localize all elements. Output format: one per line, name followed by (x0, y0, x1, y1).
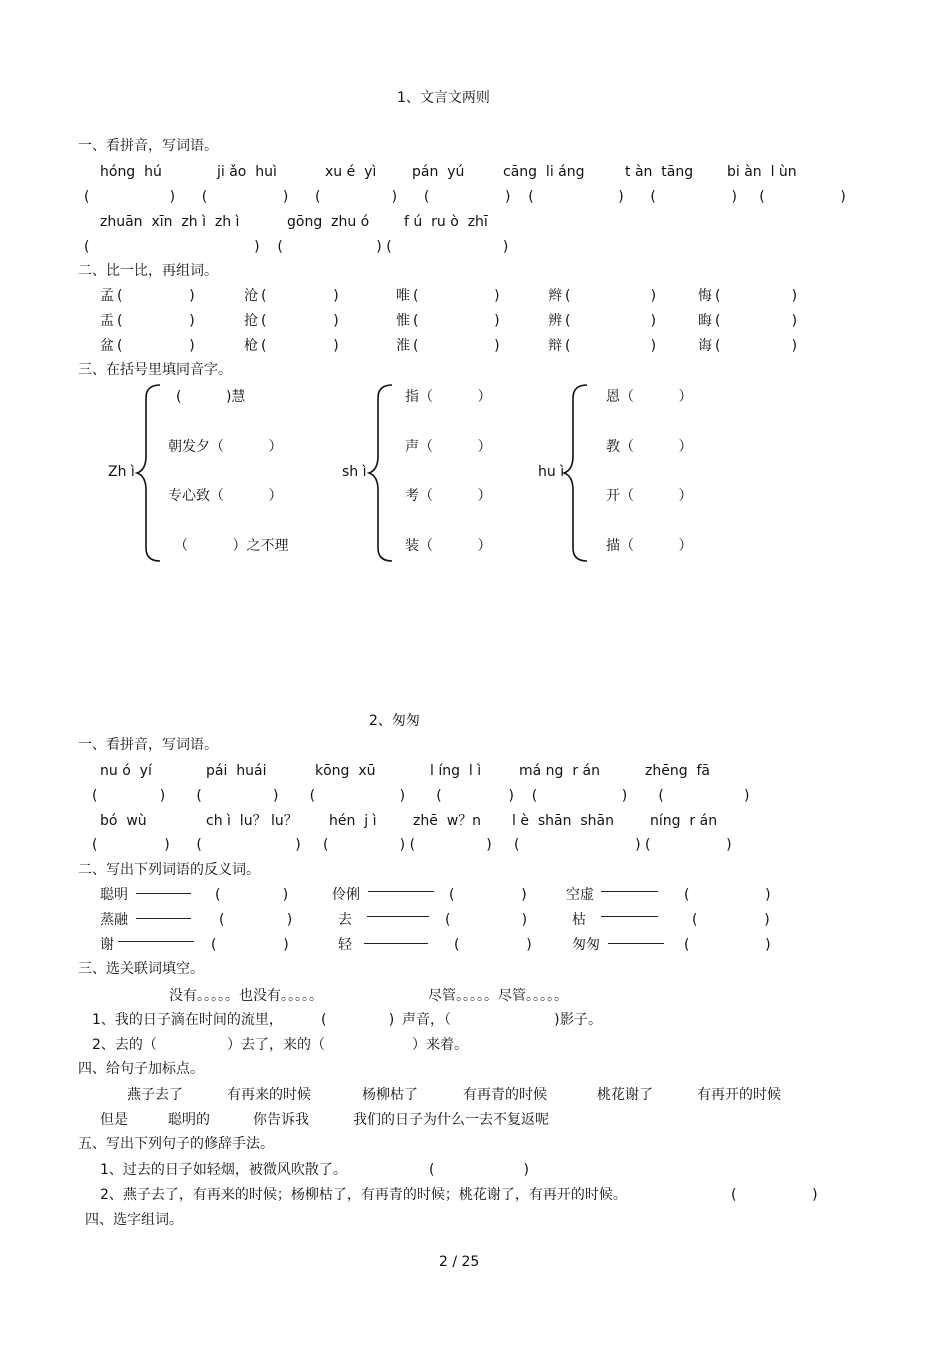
word: 空虚 (566, 887, 594, 903)
group-pinyin: sh ì (342, 464, 367, 480)
answer-blank[interactable]: ( ) (117, 313, 195, 329)
pinyin: ch ì lu？ lu？ (206, 813, 298, 829)
pinyin: zhēng fā (645, 763, 711, 779)
answer-blank[interactable]: ( ) (117, 288, 195, 304)
sentence-part: 2、去的（ (92, 1037, 157, 1053)
answer-blank[interactable]: ( ) (117, 338, 195, 354)
conjunction-option: 尽管。。。。。尽管。。。。。 (428, 988, 568, 1004)
char: 沧 (244, 288, 258, 304)
answer-blank[interactable]: ( ) (261, 338, 339, 354)
answer-line (368, 891, 434, 892)
answer-blank[interactable]: ( ) (454, 937, 532, 953)
answer-blank[interactable]: ( ) (565, 288, 657, 304)
char: 辨 (548, 313, 562, 329)
s2-q6-heading: 四、选字组词。 (85, 1212, 183, 1228)
answer-blank[interactable]: ( ) (211, 937, 289, 953)
char: 盆 (100, 338, 114, 354)
answer-blank[interactable]: ( ) (731, 1187, 818, 1203)
pinyin: gōng zhu ó (287, 214, 370, 230)
phrase: 但是 (100, 1112, 128, 1128)
char: 枪 (244, 338, 258, 354)
phrase: 你告诉我 (253, 1112, 309, 1128)
answer-line (364, 943, 428, 944)
curly-brace-icon (134, 382, 164, 564)
word: 枯 (572, 912, 586, 928)
answer-line (118, 941, 194, 942)
phrase: 杨柳枯了 (362, 1087, 418, 1103)
answer-blank[interactable]: ( ) (715, 288, 798, 304)
answer-blanks[interactable]: ( ) ( ) ( ) ( ) ( ) ( ) (92, 788, 750, 804)
char: 晦 (698, 313, 712, 329)
phrase: 我们的日子为什么一去不复返呢 (353, 1112, 549, 1128)
answer-blank[interactable]: ( ) (692, 912, 770, 928)
group-item[interactable]: 朝发夕（ ） (168, 439, 283, 455)
pinyin: hóng hú (100, 164, 162, 180)
word: 蒸融 (100, 912, 128, 928)
s1-q3-heading: 三、在括号里填同音字。 (78, 362, 232, 378)
word: 去 (338, 912, 352, 928)
pinyin: pái huái (206, 763, 267, 779)
char: 孟 (100, 288, 114, 304)
pinyin: ji ǎo huì (217, 164, 277, 180)
section-2-title: 2、匆匆 (369, 713, 420, 729)
group-item[interactable]: 指（ ） (405, 389, 492, 405)
answer-blank[interactable]: ( ) (215, 887, 289, 903)
group-item[interactable]: 教（ ） (606, 439, 693, 455)
answer-blank[interactable]: ( ) (413, 313, 500, 329)
answer-blank[interactable]: ( ) (715, 313, 798, 329)
group-item[interactable]: 开（ ） (606, 488, 693, 504)
answer-blanks[interactable]: ( ) ( ) ( ) ( ) ( ) ( ) (92, 837, 732, 853)
pinyin: f ú ru ò zhī (404, 214, 488, 230)
answer-blank[interactable]: ( ) (445, 912, 528, 928)
word: 轻 (338, 937, 352, 953)
pinyin: zhuān xīn zh ì zh ì (100, 214, 240, 230)
word: 伶俐 (332, 887, 360, 903)
char: 诲 (698, 338, 712, 354)
group-item[interactable]: ( )慧 (176, 389, 246, 405)
group-pinyin: Zh ì (108, 464, 135, 480)
pinyin: kōng xū (315, 763, 376, 779)
pinyin: zhē w？n (413, 813, 482, 829)
char: 抢 (244, 313, 258, 329)
pinyin: pán yú (412, 164, 465, 180)
sentence-part: 影子。 (560, 1012, 602, 1028)
pinyin: l è shān shān (512, 813, 614, 829)
char: 辩 (548, 338, 562, 354)
group-item[interactable]: 专心致（ ） (168, 488, 283, 504)
answer-blank[interactable]: ( ) (219, 912, 293, 928)
sentence-part: ）去了，来的（ (227, 1037, 325, 1053)
section-1-title: 1、文言文两则 (397, 90, 490, 106)
char: 惟 (396, 313, 410, 329)
answer-blank[interactable]: ( ) (449, 887, 527, 903)
phrase: 燕子去了 (127, 1087, 183, 1103)
answer-line (608, 943, 664, 944)
phrase: 有再开的时候 (697, 1087, 781, 1103)
group-pinyin: hu ì (538, 464, 565, 480)
group-item[interactable]: 声（ ） (405, 439, 492, 455)
pinyin: hén j ì (329, 813, 377, 829)
group-item[interactable]: 考（ ） (405, 488, 492, 504)
answer-blank[interactable]: ( ) (565, 338, 657, 354)
phrase: 有再青的时候 (463, 1087, 547, 1103)
pinyin: t àn tāng (625, 164, 694, 180)
page-number: 2 / 25 (439, 1254, 480, 1270)
char: 唯 (396, 288, 410, 304)
answer-blank[interactable]: ( ) (715, 338, 798, 354)
answer-blank[interactable]: ( ) (429, 1162, 529, 1178)
s1-q1-heading: 一、看拼音，写词语。 (78, 138, 218, 154)
word: 聪明 (100, 887, 128, 903)
answer-blank[interactable]: ( ) (261, 288, 339, 304)
s2-q3-heading: 三、选关联词填空。 (78, 961, 204, 977)
char: 淮 (396, 338, 410, 354)
sentence-part: ）来着。 (412, 1037, 468, 1053)
pinyin: má ng r án (519, 763, 600, 779)
answer-line (136, 918, 191, 919)
sentence-part: 1、我的日子滴在时间的流里， (92, 1012, 283, 1028)
pinyin: nu ó yí (100, 763, 152, 779)
pinyin: l íng l ì (430, 763, 482, 779)
pinyin: níng r án (650, 813, 718, 829)
phrase: 桃花谢了 (597, 1087, 653, 1103)
conjunction-option: 没有。。。。。也没有。。。。。 (169, 988, 323, 1004)
s2-q2-heading: 二、写出下列词语的反义词。 (78, 862, 260, 878)
answer-blank[interactable]: ( ) (321, 1012, 395, 1028)
char: 辫 (548, 288, 562, 304)
word: 匆匆 (572, 937, 600, 953)
char: 盂 (100, 313, 114, 329)
answer-blank[interactable]: ( ) (684, 937, 771, 953)
s2-q5-heading: 五、写出下列句子的修辞手法。 (78, 1136, 274, 1152)
phrase: 聪明的 (168, 1112, 210, 1128)
rhetoric-sentence: 2、燕子去了，有再来的时候；杨柳枯了，有再青的时候；桃花谢了，有再开的时候。 (100, 1187, 627, 1203)
s2-q1-heading: 一、看拼音，写词语。 (78, 737, 218, 753)
s1-q2-heading: 二、比一比，再组词。 (78, 263, 218, 279)
answer-blank[interactable]: ( ) (261, 313, 339, 329)
sentence-part: 声音，（ (402, 1012, 451, 1028)
answer-blank[interactable]: ( ) (565, 313, 657, 329)
answer-line (601, 891, 658, 892)
pinyin: bi àn l ùn (727, 164, 797, 180)
pinyin: cāng li áng (503, 164, 585, 180)
answer-line (136, 893, 191, 894)
group-item[interactable]: 恩（ ） (606, 389, 693, 405)
answer-blanks[interactable]: ( ) ( ) ( ) ( ) ( ) ( ) ( ) (84, 189, 846, 205)
curly-brace-icon (366, 382, 396, 564)
group-item[interactable]: 装（ ） (405, 538, 492, 554)
pinyin: xu é yì (325, 164, 377, 180)
answer-blank[interactable]: ) (474, 1012, 560, 1028)
rhetoric-sentence: 1、过去的日子如轻烟，被微风吹散了。 (100, 1162, 347, 1178)
answer-blanks[interactable]: ( ) ( ) ( ) (84, 239, 509, 255)
pinyin: bó wù (100, 813, 147, 829)
curly-brace-icon (561, 382, 591, 564)
group-item[interactable]: （ ）之不理 (174, 538, 289, 554)
answer-blank[interactable]: ( ) (684, 887, 771, 903)
answer-blank[interactable]: ( ) (413, 338, 500, 354)
word: 谢 (100, 937, 114, 953)
char: 悔 (698, 288, 712, 304)
answer-line (367, 916, 429, 917)
phrase: 有再来的时候 (227, 1087, 311, 1103)
group-item[interactable]: 描（ ） (606, 538, 693, 554)
s2-q4-heading: 四、给句子加标点。 (78, 1061, 204, 1077)
answer-line (601, 916, 658, 917)
answer-blank[interactable]: ( ) (413, 288, 500, 304)
